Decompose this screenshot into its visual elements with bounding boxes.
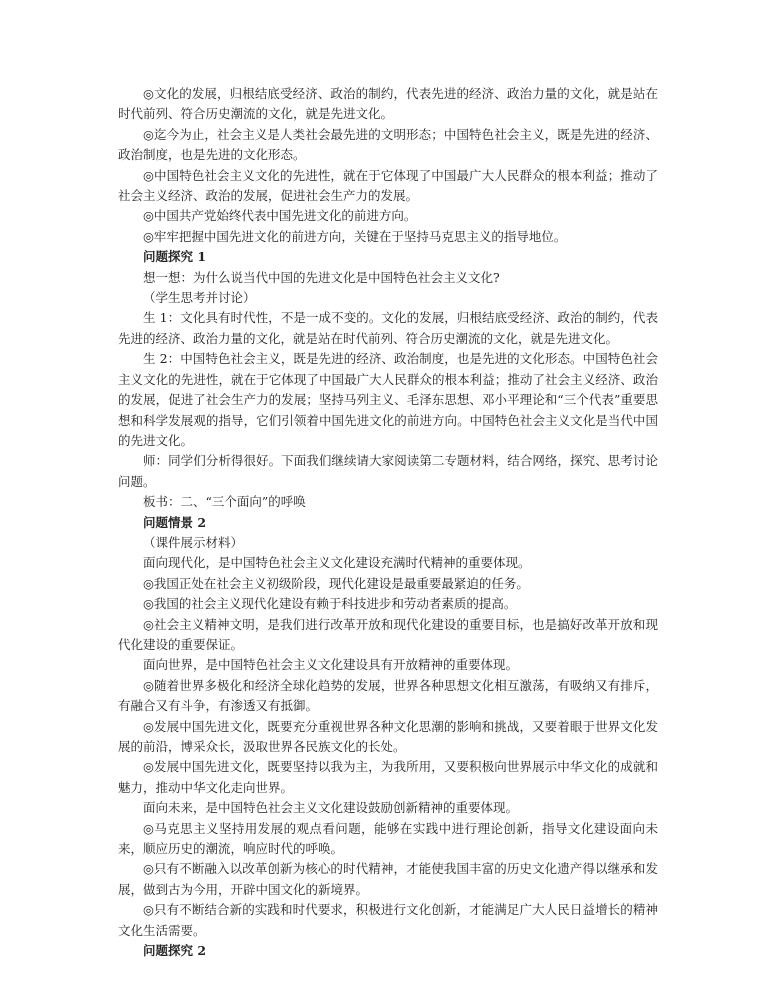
paragraph: 师：同学们分析得很好。下面我们继续请大家阅读第二专题材料，结合网络，探究、思考讨论问题。 bbox=[118, 453, 658, 489]
paragraph: ◎随着世界多极化和经济全球化趋势的发展，世界各种思想文化相互激荡，有吸纳又有排斥，有融合又有斗争，有渗透又有抵御。 bbox=[118, 677, 658, 714]
paragraph: ◎中国共产党始终代表中国先进文化的前进方向。 bbox=[143, 208, 417, 224]
section-heading: 问题情景 2 bbox=[143, 514, 207, 530]
paragraph: 面向现代化，是中国特色社会主义文化建设充满时代精神的重要体现。 bbox=[143, 555, 531, 571]
paragraph: ◎发展中国先进文化，既要坚持以我为主，为我所用，又要积极向世界展示中华文化的成就和魅力，推动中华文化走向世界。 bbox=[118, 759, 658, 795]
paragraph: ◎中国特色社会主义文化的先进性，就在于它体现了中国最广大人民群众的根本利益；推动了社会主义经济、政治的发展，促进社会生产力的发展。 bbox=[118, 167, 658, 204]
paragraph: ◎社会主义精神文明，是我们进行改革开放和现代化建设的重要目标，也是搞好改革开放和现代化建设的重要保证。 bbox=[118, 616, 658, 652]
paragraph: 想一想：为什么说当代中国的先进文化是中国特色社会主义文化? bbox=[143, 269, 500, 285]
paragraph: 生 2：中国特色社会主义，既是先进的经济、政治制度，也是先进的文化形态。中国特色社会主义文化的先进性，就在于它体现了中国最广大人民群众的根本利益；推动了社会主义经济、政治的发展，促进了社会生产力的发展；坚持马列主义、毛泽东思想、邓小平理论和“三个代表”重要思想和科学发展观的指导，它们引领着中国先进文化的前进方向。中国特色社会主义文化是当代中国的先进文化。 bbox=[118, 351, 658, 448]
paragraph: 生 1：文化具有时代性，不是一成不变的。文化的发展，归根结底受经济、政治的制约，代表先进的经济、政治力量的文化，就是站在时代前列、符合历史潮流的文化，就是先进文化。 bbox=[118, 310, 658, 346]
paragraph: ◎只有不断融入以改革创新为核心的时代精神，才能使我国丰富的历史文化遗产得以继承和发展，做到古为今用，开辟中国文化的新境界。 bbox=[118, 861, 658, 897]
paragraph: 板书：二、“三个面向”的呼唤 bbox=[143, 494, 306, 510]
section-heading: 问题探究 2 bbox=[143, 943, 207, 959]
paragraph: ◎马克思主义坚持用发展的观点看问题，能够在实践中进行理论创新，指导文化建设面向未来，顺应历史的潮流，响应时代的呼唤。 bbox=[118, 820, 658, 857]
paragraph: ◎发展中国先进文化，既要充分重视世界各种文化思潮的影响和挑战，又要着眼于世界文化发展的前沿，博采众长，汲取世界各民族文化的长处。 bbox=[118, 718, 658, 754]
paragraph: 面向世界，是中国特色社会主义文化建设具有开放精神的重要体现。 bbox=[143, 657, 519, 673]
document-body bbox=[118, 84, 658, 961]
paragraph: 面向未来，是中国特色社会主义文化建设鼓励创新精神的重要体现。 bbox=[143, 800, 519, 816]
paragraph: （课件展示材料） bbox=[143, 534, 244, 550]
paragraph: ◎牢牢把握中国先进文化的前进方向，关键在于坚持马克思主义的指导地位。 bbox=[143, 228, 567, 244]
paragraph: ◎文化的发展，归根结底受经济、政治的制约，代表先进的经济、政治力量的文化，就是站在时代前列、符合历史潮流的文化，就是先进文化。 bbox=[118, 86, 658, 122]
paragraph: （学生思考并讨论） bbox=[143, 290, 256, 306]
paragraph: ◎只有不断结合新的实践和时代要求，积极进行文化创新，才能满足广大人民日益增长的精神文化生活需要。 bbox=[118, 902, 658, 938]
paragraph: ◎迄今为止，社会主义是人类社会最先进的文明形态；中国特色社会主义，既是先进的经济、政治制度，也是先进的文化形态。 bbox=[118, 126, 658, 163]
paragraph: ◎我国正处在社会主义初级阶段，现代化建设是最重要最紧迫的任务。 bbox=[143, 575, 529, 591]
section-heading: 问题探究 1 bbox=[143, 249, 207, 265]
paragraph: ◎我国的社会主义现代化建设有赖于科技进步和劳动者素质的提高。 bbox=[143, 596, 517, 612]
